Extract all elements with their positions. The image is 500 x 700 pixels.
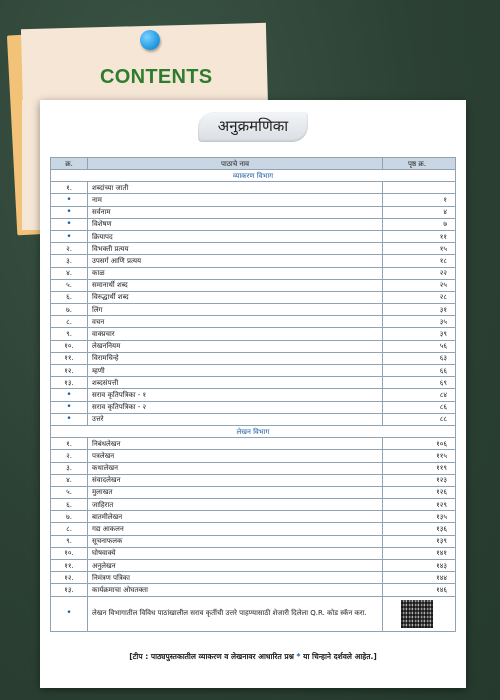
table-row <box>51 535 456 547</box>
row-number: ८. <box>51 523 88 535</box>
section-header-row <box>51 425 456 437</box>
table-row <box>51 304 456 316</box>
page-number: १०६ <box>383 438 456 450</box>
row-number: १३. <box>51 584 88 596</box>
chapter-name: विशेषण <box>88 218 383 230</box>
chapter-name: अनुलेखन <box>88 560 383 572</box>
header-num: क्र. <box>51 158 88 170</box>
chapter-name: सराव कृतिपत्रिका - २ <box>88 401 383 413</box>
chapter-name: उत्तरे <box>88 413 383 425</box>
table-row <box>51 328 456 340</box>
row-number: १२. <box>51 365 88 377</box>
row-number: ६. <box>51 291 88 303</box>
page-number: २८ <box>383 291 456 303</box>
table-row <box>51 438 456 450</box>
row-number: ९. <box>51 535 88 547</box>
page-number: १२६ <box>383 486 456 498</box>
page-number: १४४ <box>383 572 456 584</box>
table-row <box>51 291 456 303</box>
section-title: लेखन विभाग <box>51 425 456 437</box>
page-number: १८ <box>383 255 456 267</box>
row-number: १२. <box>51 572 88 584</box>
chapter-name: निमंत्रण पत्रिका <box>88 572 383 584</box>
chapter-name: क्रियापद <box>88 230 383 242</box>
section-title: व्याकरण विभाग <box>51 170 456 182</box>
chapter-name: नाम <box>88 194 383 206</box>
page-number: १४३ <box>383 560 456 572</box>
row-number: ८. <box>51 316 88 328</box>
table-row <box>51 486 456 498</box>
page-number: ३९ <box>383 328 456 340</box>
table-row <box>51 450 456 462</box>
toc-body <box>51 170 456 632</box>
chapter-name: वचन <box>88 316 383 328</box>
page-number: ८४ <box>383 389 456 401</box>
page-number: ७ <box>383 218 456 230</box>
note-bullet: • <box>51 596 88 631</box>
table-row <box>51 560 456 572</box>
page-number: ३१ <box>383 304 456 316</box>
table-row <box>51 194 456 206</box>
row-number: ३. <box>51 462 88 474</box>
chapter-name: जाहिरात <box>88 499 383 511</box>
page-number: १४१ <box>383 547 456 559</box>
table-row <box>51 365 456 377</box>
chapter-name: लेखननियम <box>88 340 383 352</box>
row-number: • <box>51 230 88 242</box>
qr-cell <box>383 596 456 631</box>
row-number: • <box>51 389 88 401</box>
chapter-name: समानार्थी शब्द <box>88 279 383 291</box>
row-number: ११. <box>51 560 88 572</box>
star-icon: * <box>296 652 301 661</box>
table-row <box>51 255 456 267</box>
table-row <box>51 267 456 279</box>
chapter-name: शब्दांच्या जाती <box>88 182 383 194</box>
row-number: १०. <box>51 547 88 559</box>
table-row <box>51 523 456 535</box>
chapter-name: विरामचिन्हे <box>88 352 383 364</box>
table-row <box>51 474 456 486</box>
toc-heading: अनुक्रमणिका <box>198 112 308 142</box>
chapter-name: निबंधलेखन <box>88 438 383 450</box>
row-number: ५. <box>51 486 88 498</box>
chapter-name: पत्रलेखन <box>88 450 383 462</box>
page-number: १३५ <box>383 511 456 523</box>
row-number: ७. <box>51 511 88 523</box>
row-number: २. <box>51 243 88 255</box>
toc-header-row <box>51 158 456 170</box>
table-row <box>51 279 456 291</box>
row-number: १०. <box>51 340 88 352</box>
contents-title: CONTENTS <box>100 66 213 88</box>
footer-tip-text: [टीप : पाठ्यपुस्तकातील व्याकरण व लेखनावर आधारित प्रश्न <box>129 652 294 661</box>
chapter-name: गद्य आकलन <box>88 523 383 535</box>
chapter-name: शब्दसंपत्ती <box>88 377 383 389</box>
page-number: ६६ <box>383 365 456 377</box>
footer-tip-text-end: या चिन्हाने दर्शवले आहेत.] <box>303 652 377 661</box>
table-row <box>51 340 456 352</box>
row-number: ३. <box>51 255 88 267</box>
page-number: १ <box>383 194 456 206</box>
row-number: २. <box>51 450 88 462</box>
table-row <box>51 316 456 328</box>
page-number: ११ <box>383 230 456 242</box>
row-number: ९. <box>51 328 88 340</box>
page-number: ६३ <box>383 352 456 364</box>
page-number: १२९ <box>383 499 456 511</box>
page-number: १४६ <box>383 584 456 596</box>
row-number: ४. <box>51 474 88 486</box>
chapter-name: सूचनाफलक <box>88 535 383 547</box>
chapter-name: सर्वनाम <box>88 206 383 218</box>
page-number: २२ <box>383 267 456 279</box>
table-row <box>51 572 456 584</box>
table-row <box>51 230 456 242</box>
chapter-name: घोषवाक्ये <box>88 547 383 559</box>
chapter-name: सराव कृतिपत्रिका - १ <box>88 389 383 401</box>
toc-table <box>50 157 456 632</box>
push-pin-icon <box>140 30 160 50</box>
table-row <box>51 584 456 596</box>
row-number: १. <box>51 182 88 194</box>
page-number: १५ <box>383 243 456 255</box>
qr-code-icon[interactable] <box>401 600 433 628</box>
footer-tip <box>40 652 466 662</box>
row-number: ६. <box>51 499 88 511</box>
table-row <box>51 462 456 474</box>
chapter-name: काळ <box>88 267 383 279</box>
qr-note-text: लेखन विभागातील विविध पाठांखालील सराव कृतींची उत्तरे पाहण्यासाठी शेजारी दिलेला Q.R. कोड स्कॅन करा. <box>88 596 383 631</box>
row-number: ७. <box>51 304 88 316</box>
page-number: १३९ <box>383 535 456 547</box>
header-page: पृष्ठ क्र. <box>383 158 456 170</box>
chapter-name: बातमीलेखन <box>88 511 383 523</box>
chapter-name: मुलाखत <box>88 486 383 498</box>
row-number: ५. <box>51 279 88 291</box>
chapter-name: म्हणी <box>88 365 383 377</box>
table-row <box>51 511 456 523</box>
page-number: ८६ <box>383 401 456 413</box>
toc-page <box>40 100 466 688</box>
page-number: ११५ <box>383 450 456 462</box>
chapter-name: संवादलेखन <box>88 474 383 486</box>
page-number: ६९ <box>383 377 456 389</box>
chapter-name: लिंग <box>88 304 383 316</box>
page-number: १२३ <box>383 474 456 486</box>
page-number: ३५ <box>383 316 456 328</box>
chapter-name: उपसर्ग आणि प्रत्यय <box>88 255 383 267</box>
row-number: १. <box>51 438 88 450</box>
row-number: ११. <box>51 352 88 364</box>
page-number: ८८ <box>383 413 456 425</box>
row-number: • <box>51 413 88 425</box>
chapter-name: विभक्ती प्रत्यय <box>88 243 383 255</box>
row-number: • <box>51 194 88 206</box>
row-number: १३. <box>51 377 88 389</box>
chapter-name: कार्यक्रमाचा ओघतक्ता <box>88 584 383 596</box>
row-number: ४. <box>51 267 88 279</box>
table-row <box>51 499 456 511</box>
page-number: ४ <box>383 206 456 218</box>
sticky-note-edge <box>22 100 42 230</box>
page-number: १३६ <box>383 523 456 535</box>
page-number <box>383 182 456 194</box>
table-row <box>51 401 456 413</box>
chapter-name: वाक्प्रचार <box>88 328 383 340</box>
table-row <box>51 218 456 230</box>
table-row <box>51 206 456 218</box>
row-number: • <box>51 218 88 230</box>
table-row <box>51 352 456 364</box>
header-name: पाठाचे नाव <box>88 158 383 170</box>
chapter-name: विरुद्धार्थी शब्द <box>88 291 383 303</box>
chapter-name: कथालेखन <box>88 462 383 474</box>
page-number: २५ <box>383 279 456 291</box>
table-row <box>51 413 456 425</box>
table-row <box>51 389 456 401</box>
qr-note-row <box>51 596 456 631</box>
table-row <box>51 182 456 194</box>
row-number: • <box>51 401 88 413</box>
table-row <box>51 377 456 389</box>
page-number: ११९ <box>383 462 456 474</box>
page-number: ५६ <box>383 340 456 352</box>
section-header-row <box>51 170 456 182</box>
table-row <box>51 243 456 255</box>
table-row <box>51 547 456 559</box>
row-number: • <box>51 206 88 218</box>
